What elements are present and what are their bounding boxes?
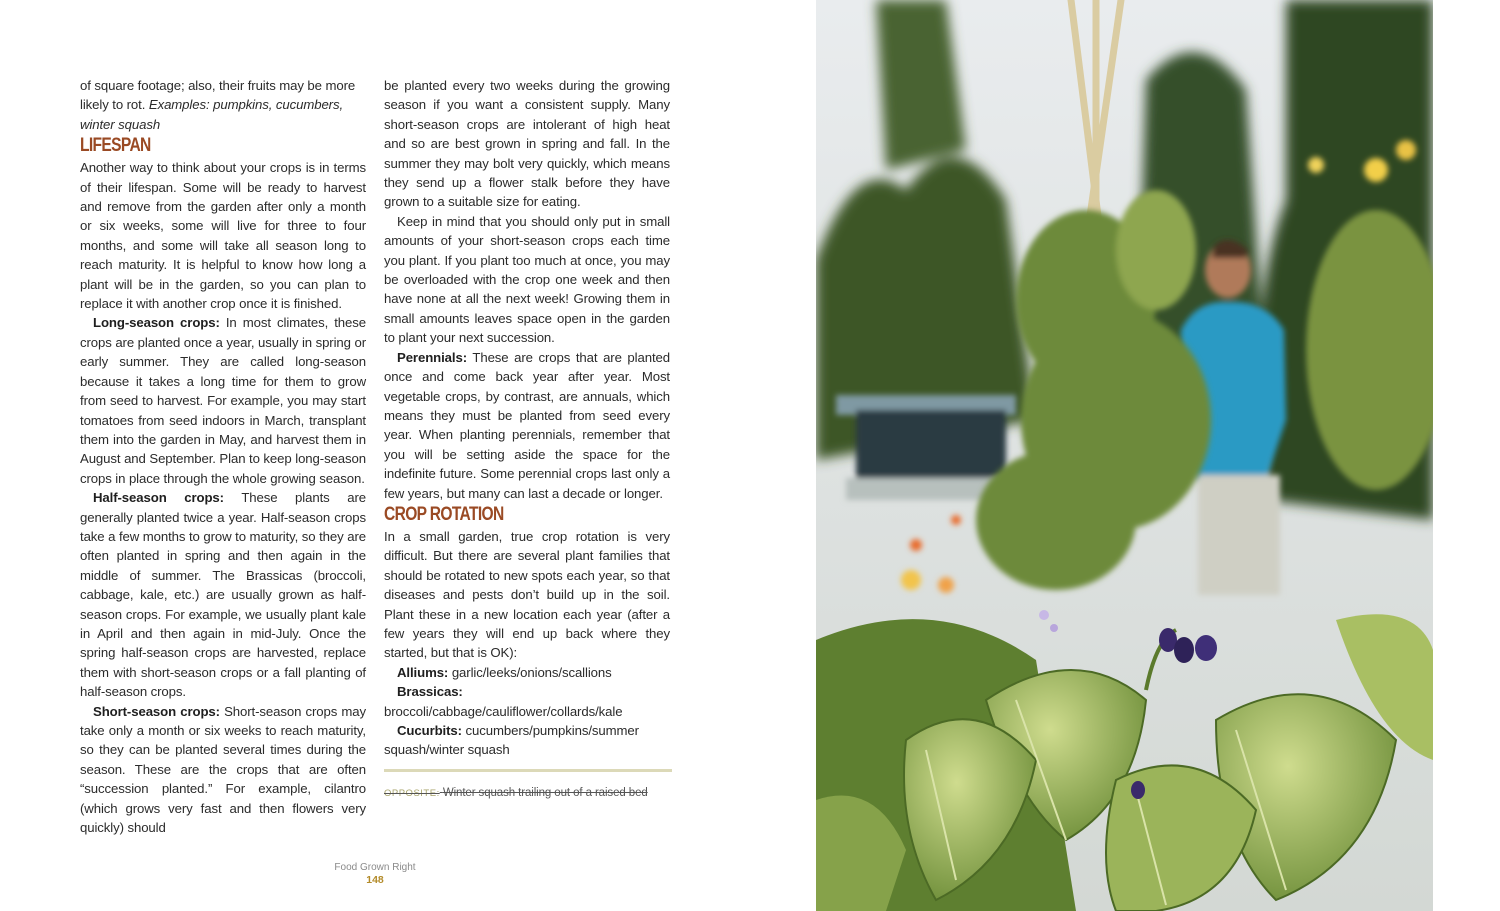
- crop-rotation-heading: CROP ROTATION: [384, 503, 504, 525]
- continuation-paragraph: be planted every two weeks during the growing season if you want a consistent supply. Many short-season crops are intolerant of high heat and so are best grown in spring and fall. In the summer they may bolt very quickly, which means they send up a flower stalk before they have grown to a suitable size for eating.: [384, 78, 670, 210]
- lifespan-heading: LIFESPAN: [80, 135, 151, 157]
- long-season-text: In most climates, these crops are planted once a year, usually in spring or early summer. They are called long-season because it takes a long time for them to grow from seed to harvest. For example, you may start tomatoes from seed indoors in March, transplant them into the garden in May, and harvest them in August and September. Plan to keep long-season crops in place through the whole growing season.: [80, 315, 366, 486]
- garden-photo-illustration: [816, 0, 1433, 911]
- left-text-column: [80, 76, 366, 837]
- perennials-text: These are crops that are planted once and come back year after year. Most vegetable crops, by contrast, are annuals, which means they must be planted from seed every year. When planting perennials, remember that you will be setting aside the space for the indefinite future. Some perennial crops last only a few years, but many can last a decade or longer.: [384, 349, 670, 501]
- caption-label: OPPOSITE:: [384, 787, 440, 799]
- alliums-term: Alliums:: [397, 664, 449, 680]
- lifespan-paragraph: Another way to think about your crops is in terms of their lifespan. Some will be ready to harvest and remove from the garden after only a month or six weeks, some will live for three to four months, and some will take all season long to reach maturity. It is helpful to know how long a plant will be in the garden, so you can plan to replace it with another crop once it is finished.: [80, 160, 366, 312]
- intro-paragraph: [80, 76, 366, 134]
- short-season-term: Short-season crops:: [93, 703, 220, 719]
- cucurbits-term: Cucurbits:: [397, 723, 462, 738]
- intro-text: of square footage; also, their fruits may be more likely to rot.: [80, 78, 356, 113]
- cucurbits-text: cucumbers/pumpkins/summer squash/winter squash: [384, 723, 639, 758]
- cucurbits-item: [384, 721, 670, 760]
- half-season-paragraph: [80, 488, 366, 701]
- short-season-paragraph: [80, 702, 366, 838]
- caption-text: Winter squash trailing out of a raised bed: [442, 786, 648, 799]
- alliums-text: garlic/leeks/onions/scallions: [451, 664, 612, 680]
- alliums-item: [384, 663, 670, 682]
- right-text-column: [384, 76, 670, 803]
- page-footer: [300, 861, 450, 887]
- crop-rotation-paragraph: In a small garden, true crop rotation is very difficult. But there are several plant families that should be rotated to new spots each year, so that diseases and pests don’t build up in the soil. Plant these in a new location each year (after a few years they will end up back where they started, but that is OK):: [384, 528, 670, 661]
- long-season-term: Long-season crops:: [93, 315, 220, 331]
- brassicas-item: [384, 682, 670, 721]
- long-season-paragraph: [80, 313, 366, 488]
- book-title: Food Grown Right: [334, 862, 416, 873]
- keep-in-mind-paragraph: Keep in mind that you should only put in small amounts of your short-season crops each time you plant. If you plant too much at once, you may be overloaded with the crop one week and then have none at all the next week! Growing them in small amounts leaves space open in the garden to plant your next succession.: [384, 213, 670, 346]
- intro-examples: Examples: pumpkins, cucumbers, winter squash: [80, 97, 344, 132]
- brassicas-term: Brassicas:: [397, 684, 463, 700]
- perennials-paragraph: [384, 348, 670, 503]
- photo-caption: [384, 784, 670, 803]
- page-number: 148: [366, 874, 384, 886]
- half-season-term: Half-season crops:: [93, 490, 224, 506]
- half-season-text: These plants are generally planted twice a year. Half-season crops take a few months to grow to maturity, so they are often planted in spring and then again in the middle of summer. The Brassicas (broccoli, cabbage, kale, etc.) are usually grown as half-season crops. For example, we usually plant kale in April and then again in mid-July. Once the spring half-season crops are harvested, replace them with short-season crops or a fall planting of half-season crops.: [80, 490, 366, 700]
- brassicas-text: broccoli/cabbage/cauliflower/collards/kale: [384, 703, 623, 719]
- short-season-text: Short-season crops may take only a month or six weeks to reach maturity, so they can be planted several times during the season. These are the crops that are often “succession planted.” For example, cilantro (which grows very fast and then flowers very quickly) should: [80, 703, 366, 836]
- garden-photo: [816, 0, 1433, 911]
- caption-divider: [384, 769, 672, 772]
- perennials-term: Perennials:: [397, 349, 467, 365]
